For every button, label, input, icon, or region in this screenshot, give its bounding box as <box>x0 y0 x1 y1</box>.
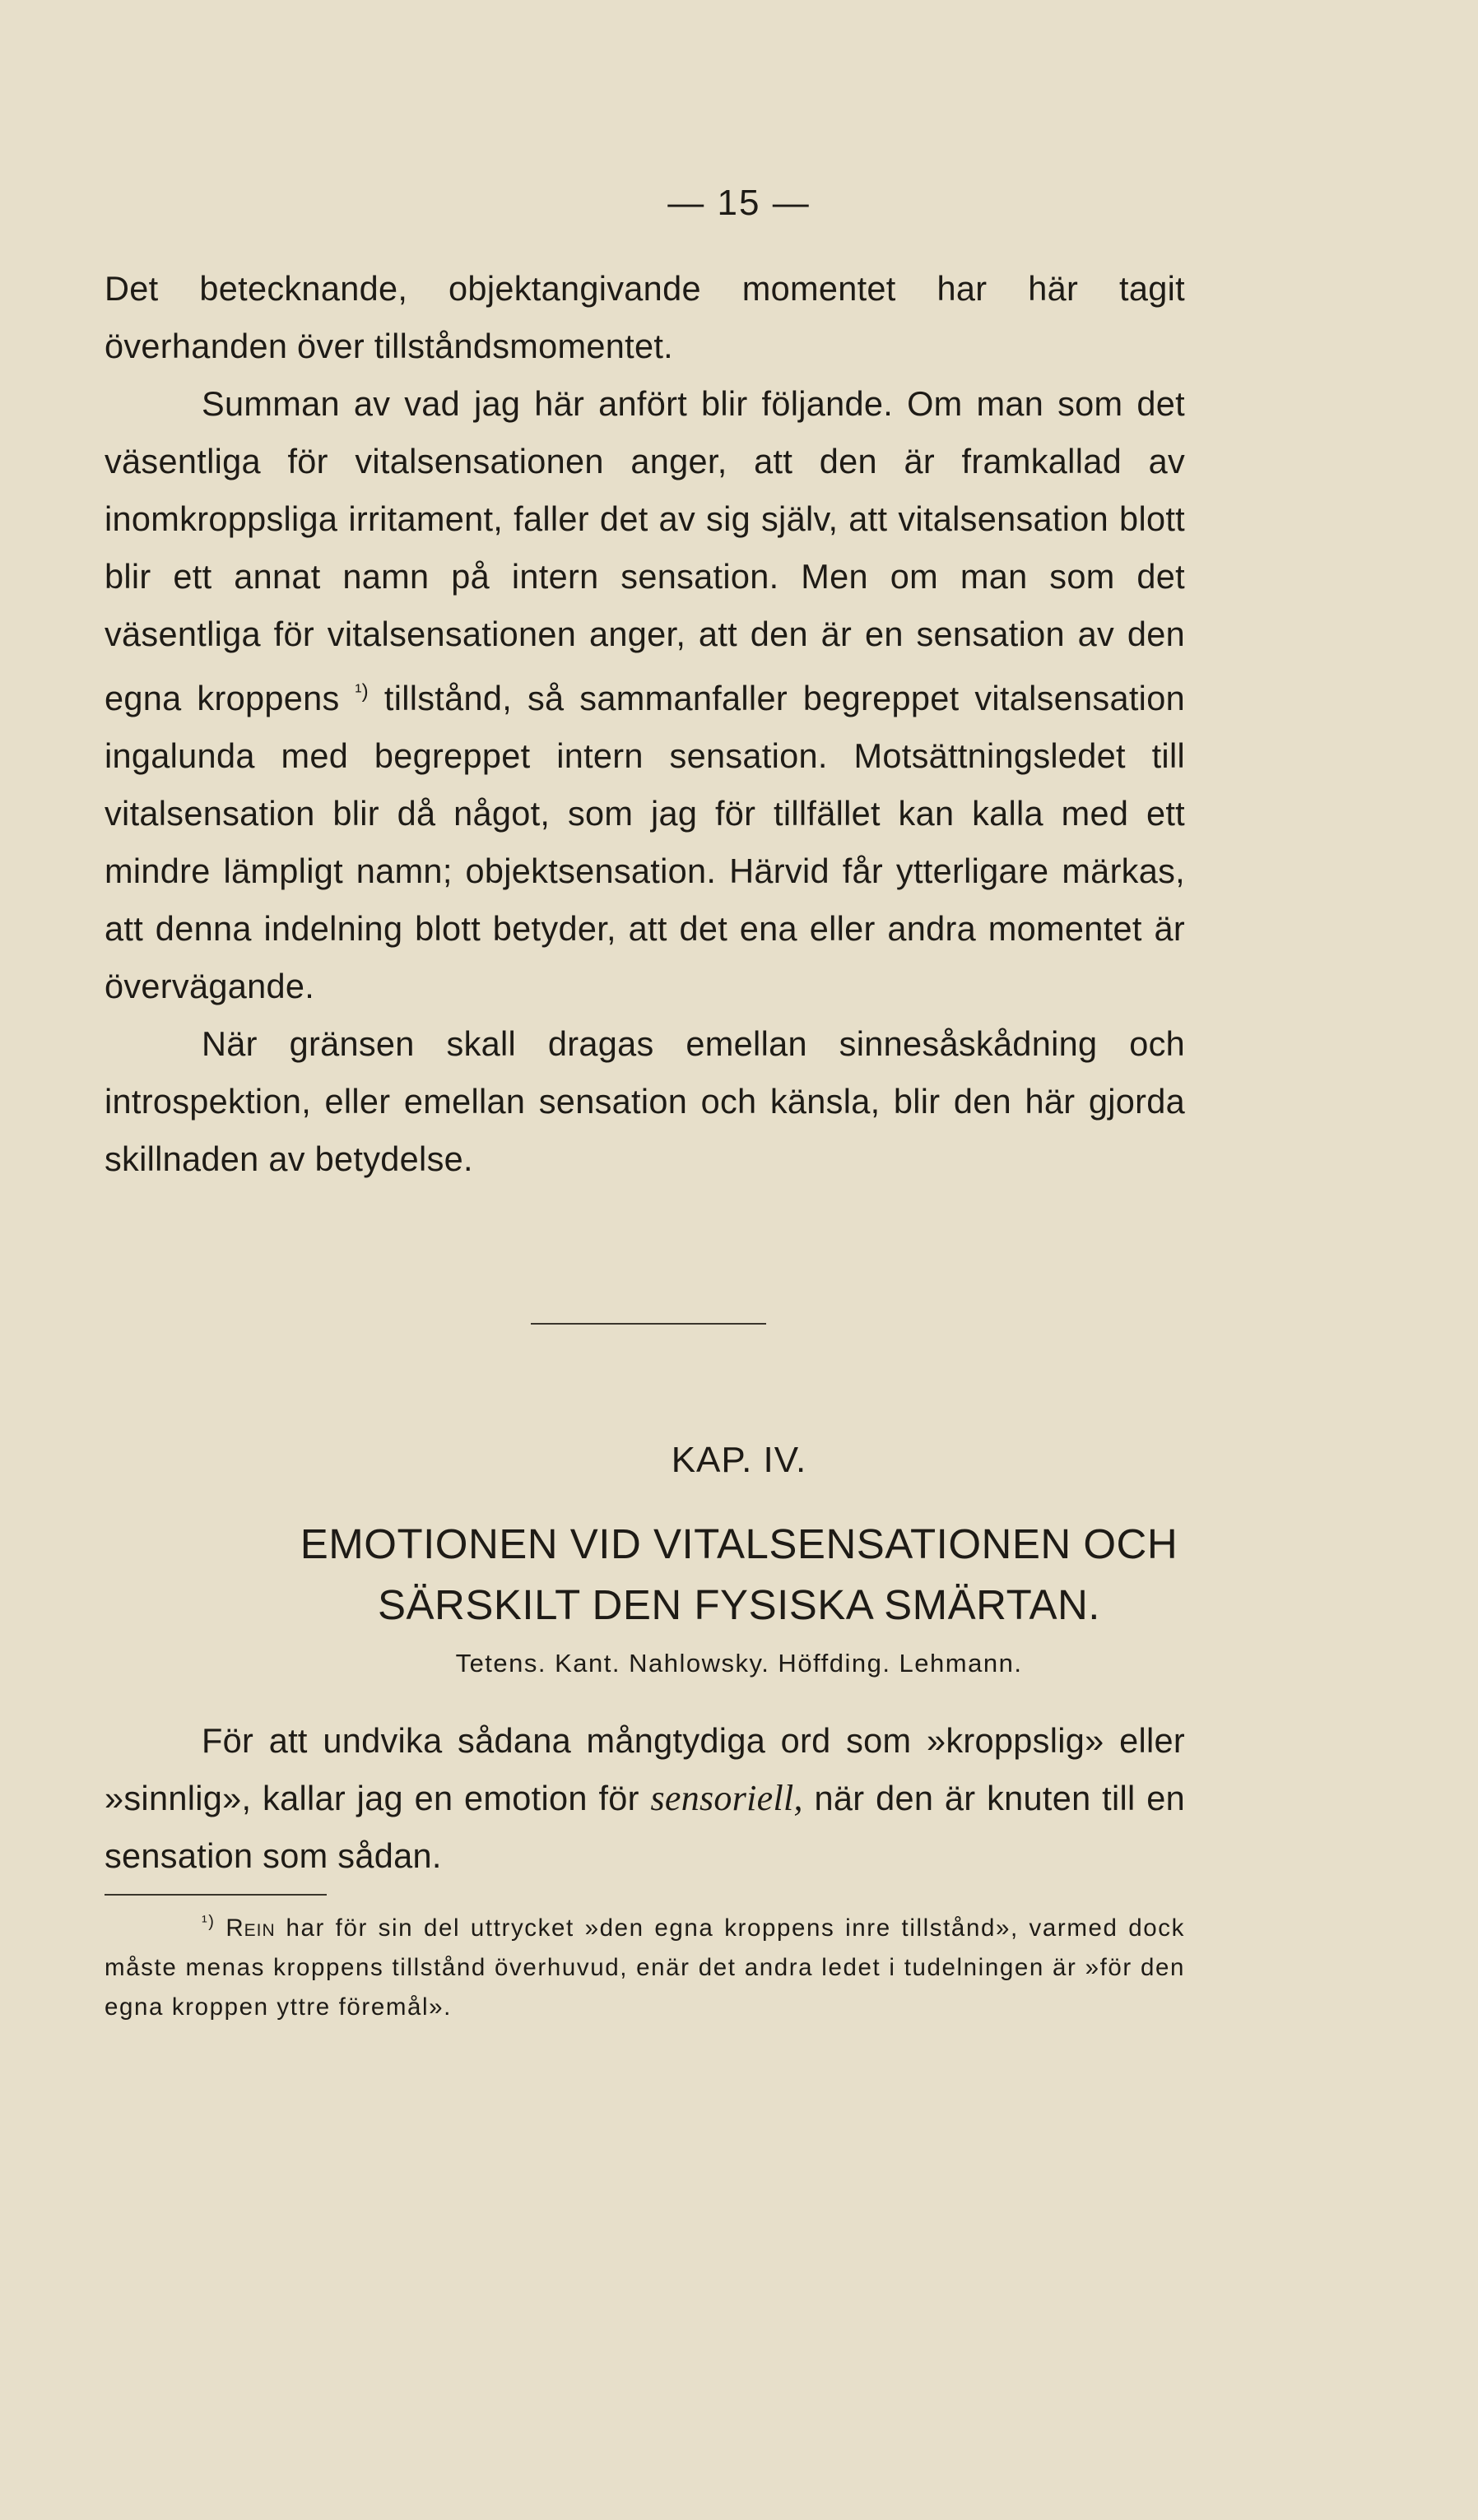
footnote-mark: ¹) <box>202 1913 216 1931</box>
footnote-body: har för sin del uttrycket »den egna kroppens inre tillstånd», varmed dock måste menas kroppens tillstånd överhuvud, enär det andra ledet i tudelningen är »för den egna kroppen yttre föremål». <box>105 1914 1186 2021</box>
section-divider <box>531 1323 766 1325</box>
footnote-reference: ¹) <box>355 680 369 703</box>
emphasis: sensoriell, <box>650 1778 803 1818</box>
paragraph <box>105 375 1185 1015</box>
chapter-authors: Tetens. Kant. Nahlowsky. Höffding. Lehmann. <box>455 1649 1023 1678</box>
body-text-lower <box>105 1712 1185 1885</box>
paragraph-text: när den är knuten till en sensation som sådan. <box>105 1779 1185 1875</box>
footnote <box>105 1902 1185 2027</box>
chapter-label: KAP. IV. <box>671 1440 807 1480</box>
footnote-text <box>105 1902 1185 2027</box>
paragraph: När gränsen skall dragas emellan sinnesåskådning och introspektion, eller emellan sensation och känsla, blir den här gjorda skillnaden av betydelse. <box>105 1023 1185 1178</box>
paragraph: Det betecknande, objektangivande momentet har här tagit överhanden över tillståndsmomentet. <box>105 269 1185 365</box>
paragraph-text: För att undvika sådana mångtydiga ord som »kroppslig» eller »sinnlig», kallar jag en emotion för <box>105 1721 1185 1817</box>
paragraph <box>105 1712 1185 1885</box>
paragraph-text: Summan av vad jag här anfört blir följande. Om man som det väsentliga för vitalsensationen anger, att den är framkallad av inomkroppsliga irritament, faller det av sig själv, att vitalsensation blott blir ett annat namn på intern sensation. Men om man som det väsentliga för vitalsensationen anger, att den är en sensation av den egna kroppens <box>105 384 1185 717</box>
paragraph-text: tillstånd, så sammanfaller begreppet vitalsensation ingalunda med begreppet intern sensation. Motsättningsledet till vitalsensation blir då något, som jag för tillfället kan kalla med ett mindre lämpligt namn; objektsensation. Härvid får ytterligare märkas, att denna indelning blott betyder, att det ena eller andra momentet är övervägande. <box>105 678 1185 1005</box>
chapter-title-line: EMOTIONEN VID VITALSENSATIONEN OCH <box>300 1520 1178 1567</box>
chapter-title <box>0 1514 1478 1636</box>
body-text-upper <box>105 260 1185 1188</box>
footnote-author: Rein <box>225 1914 276 1942</box>
page-number: — 15 — <box>667 183 811 223</box>
footnote-divider <box>105 1894 327 1896</box>
chapter-title-line: SÄRSKILT DEN FYSISKA SMÄRTAN. <box>378 1581 1100 1628</box>
